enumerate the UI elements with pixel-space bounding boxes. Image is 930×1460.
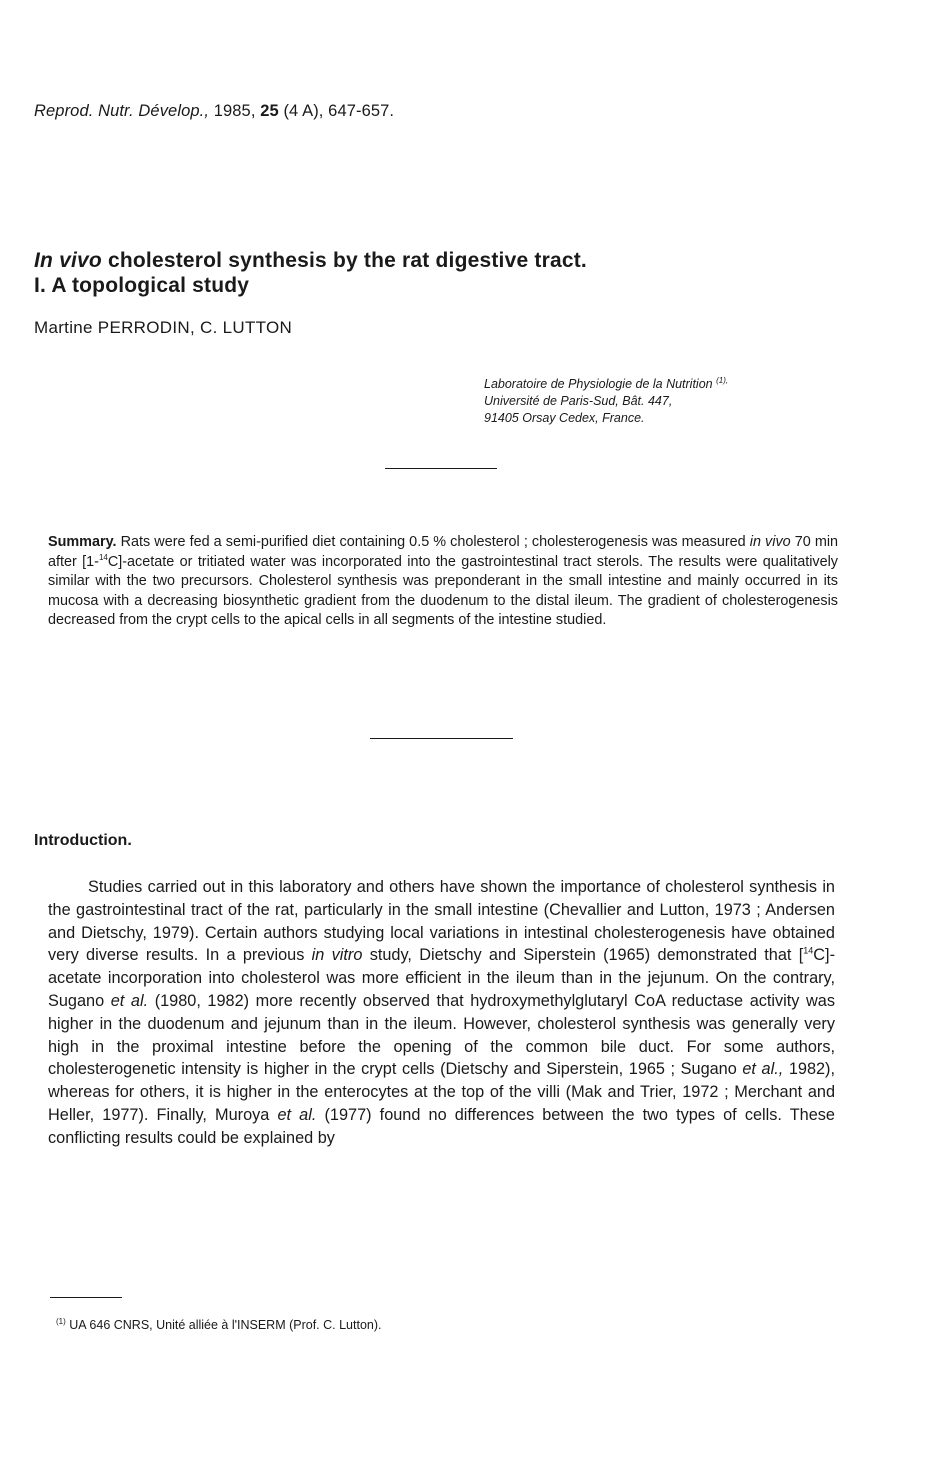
intro-italic-3: et al., <box>742 1060 784 1079</box>
affiliation-line-2: Université de Paris-Sud, Bât. 447, <box>484 394 673 409</box>
summary-label: Summary. <box>48 534 117 550</box>
title-italic: In vivo <box>34 249 102 272</box>
affiliation <box>484 372 728 427</box>
summary-paragraph <box>48 533 838 631</box>
introduction-paragraph <box>48 876 835 1150</box>
title-line-2: I. A topological study <box>34 274 250 297</box>
introduction-heading: Introduction. <box>34 832 132 849</box>
issue-pages: (4 A), 647-657. <box>283 102 395 120</box>
intro-italic-2: et al. <box>110 991 149 1010</box>
divider-rule <box>370 738 513 739</box>
intro-text-3: C]-acetate incorporation into cholesterol was more efficient in the ileum than in the jejunum. On the contrary, Sugano <box>48 946 835 1010</box>
affiliation-line-1: Laboratoire de Physiologie de la Nutrition <box>484 377 713 392</box>
divider-rule <box>385 468 497 469</box>
affiliation-footnote-mark: (1), <box>716 376 729 385</box>
summary-superscript: 14 <box>98 552 108 562</box>
summary-italic: in vivo <box>749 534 791 550</box>
footnote-rule <box>50 1297 122 1298</box>
publication-year: 1985, <box>213 102 256 120</box>
intro-italic-4: et al. <box>277 1105 317 1124</box>
journal-reference <box>34 102 394 121</box>
intro-text-5: 1982), whereas for others, it is higher in the enterocytes at the top of the villi (Mak and Trier, 1972 ; Merchant and Heller, 1977). Finally, Muroya <box>48 1060 835 1124</box>
paper-title <box>34 248 894 298</box>
volume-number: 25 <box>260 102 279 120</box>
intro-text-4: (1980, 1982) more recently observed that hydroxymethylglutaryl CoA reductase activity was higher in the duodenum and jejunum than in the ileum. However, cholesterol synthesis was generally very high in the proximal intestine before the opening of the common bile duct. For some authors, cholesterogenetic intensity is higher in the crypt cells (Dietschy and Siperstein, 1965 ; Sugano <box>48 991 835 1079</box>
title-line-1: cholesterol synthesis by the rat digestive tract. <box>107 249 587 272</box>
intro-text-1: Studies carried out in this laboratory and others have shown the importance of cholesterol synthesis in the gastrointestinal tract of the rat, particularly in the small intestine (Chevallier and Lutton, 1973 ; Andersen and Dietschy, 1979). Certain authors studying local variations in intestinal cholesterogenesis have obtained very diverse results. In a previous <box>48 878 835 965</box>
authors: Martine PERRODIN, C. LUTTON <box>34 318 293 337</box>
summary-text-1: Rats were fed a semi-purified diet containing 0.5 % cholesterol ; cholesterogenesis was measured <box>120 534 746 550</box>
intro-text-6: (1977) found no differences between the two types of cells. These conflicting results could be explained by <box>48 1105 835 1147</box>
affiliation-line-3: 91405 Orsay Cedex, France. <box>484 411 645 426</box>
summary-text-3: C]-acetate or tritiated water was incorporated into the gastrointestinal tract sterols. The results were qualitatively similar with the two precursors. Cholesterol synthesis was preponderant in the small intestine and mainly occurred in its mucosa with a decreasing biosynthetic gradient from the duodenum to the distal ileum. The gradient of cholesterogenesis decreased from the crypt cells to the apical cells in all segments of the intestine studied. <box>48 553 838 628</box>
footnote-mark: (1) <box>56 1317 66 1326</box>
intro-text-2: study, Dietschy and Siperstein (1965) demonstrated that [ <box>369 946 804 965</box>
intro-superscript: 14 <box>803 945 814 956</box>
summary-text-2: 70 min after [1- <box>48 534 839 570</box>
journal-name: Reprod. Nutr. Dévelop., <box>34 102 210 120</box>
footnote-text: UA 646 CNRS, Unité alliée à l'INSERM (Prof. C. Lutton). <box>69 1318 382 1333</box>
footnote <box>56 1317 382 1332</box>
intro-italic-1: in vitro <box>311 946 363 965</box>
